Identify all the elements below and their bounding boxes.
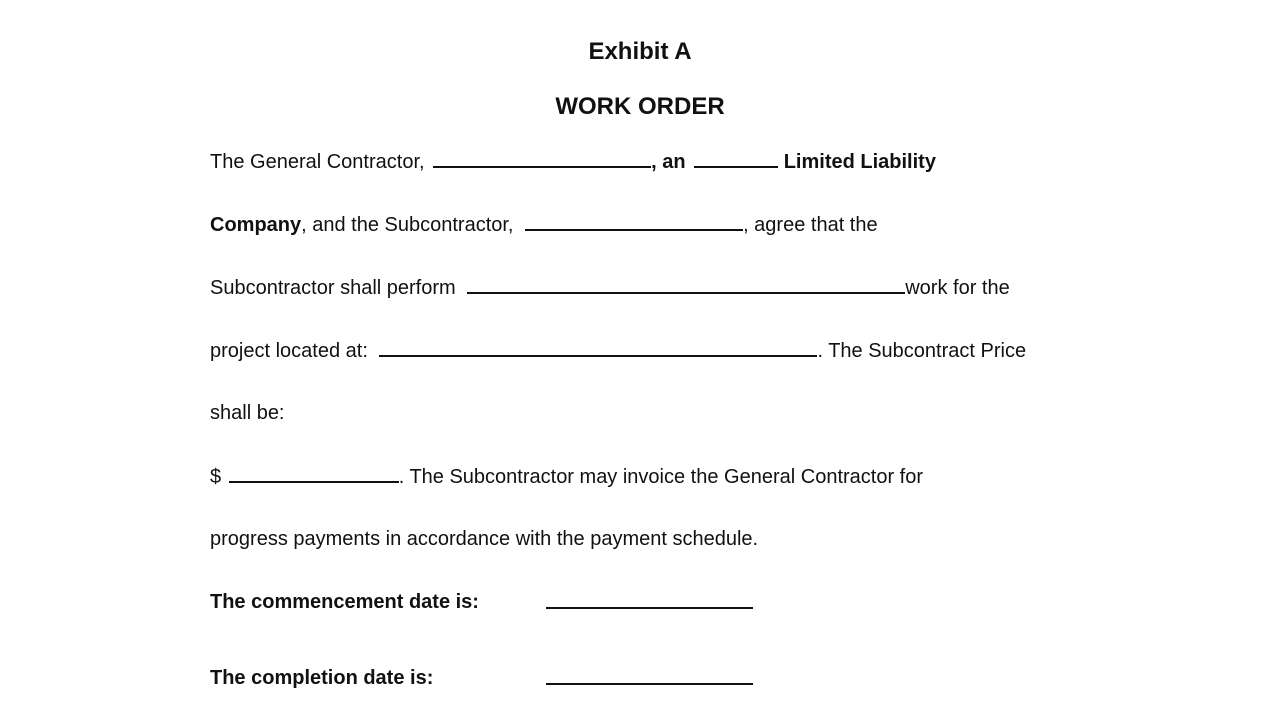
text-shall-perform: Subcontractor shall perform <box>210 277 456 299</box>
commencement-date-row <box>546 590 753 615</box>
project-location-blank[interactable] <box>379 338 817 357</box>
text-dollar-sign: $ <box>210 466 222 488</box>
work-type-blank[interactable] <box>467 275 905 294</box>
text-subcontractor: , and the Subcontractor, <box>301 214 514 236</box>
completion-date-row <box>546 666 753 691</box>
text-general-contractor: The General Contractor, <box>210 151 425 173</box>
paragraph-line-1 <box>210 149 936 174</box>
exhibit-title: Exhibit A <box>588 38 692 65</box>
text-agree-that: , agree that the <box>743 214 878 236</box>
text-progress-payments: progress payments in accordance with the payment schedule. <box>210 528 759 550</box>
subcontractor-name-blank[interactable] <box>525 212 743 231</box>
paragraph-line-4 <box>210 338 1026 363</box>
paragraph-line-7 <box>210 527 758 551</box>
text-subcontract-price: . The Subcontract Price <box>817 340 1027 362</box>
text-work-for-the: work for the <box>905 277 1010 299</box>
completion-date-blank[interactable] <box>546 666 753 685</box>
text-company: Company <box>210 214 302 236</box>
text-shall-be: shall be: <box>210 402 285 424</box>
paragraph-line-6 <box>210 464 923 489</box>
general-contractor-name-blank[interactable] <box>433 149 651 168</box>
paragraph-line-3 <box>210 275 1010 300</box>
paragraph-line-5 <box>210 401 285 425</box>
paragraph-line-2 <box>210 212 878 237</box>
text-an: , an <box>651 151 686 173</box>
llc-state-blank[interactable] <box>694 149 778 168</box>
commencement-date-blank[interactable] <box>546 590 753 609</box>
completion-date-label: The completion date is: <box>210 667 434 689</box>
text-project-located: project located at: <box>210 340 368 362</box>
commencement-date-label: The commencement date is: <box>210 591 479 613</box>
text-limited-liability: Limited Liability <box>783 151 936 173</box>
text-invoice: . The Subcontractor may invoice the General Contractor for <box>398 466 924 488</box>
form-title: WORK ORDER <box>555 93 725 120</box>
price-amount-blank[interactable] <box>229 464 399 483</box>
